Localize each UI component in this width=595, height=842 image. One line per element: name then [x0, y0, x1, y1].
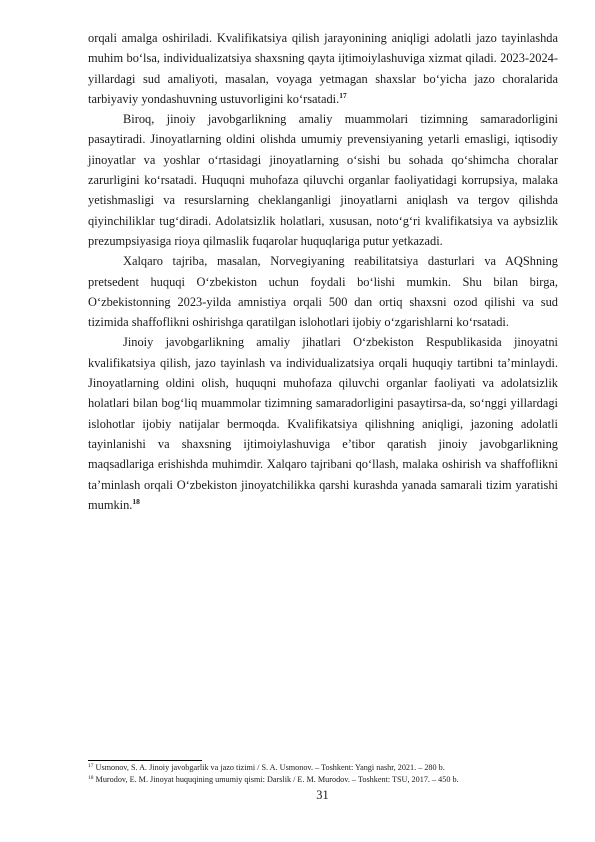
paragraph-3	[88, 251, 558, 332]
paragraph-3-text: Xalqaro tajriba, masalan, Norvegiyaning reabilitatsiya dasturlari va AQShning pretsedent huquqi O‘zbekiston uchun foydali bo‘lishi mumkin. Shu bilan birga, O‘zbekistonning 2023-yilda amnistiya orqali 500 dan ortiq shaxsni ozod qilishi va sud tizimida shaffoflikni oshirishga qaratilgan islohotlari ijobiy o‘zgarishlarni ko‘rsatadi.	[88, 254, 558, 330]
paragraph-4	[88, 332, 558, 515]
footnote-ref-18[interactable]: 18	[132, 496, 140, 506]
footnote-18	[88, 774, 568, 786]
paragraph-4-text: Jinoiy javobgarlikning amaliy jihatlari O‘zbekiston Respublikasida jinoyatni kvalifikatsiya qilish, jazo tayinlash va individualizatsiya orqali huquqiy tartibni ta’minlaydi. Jinoyatlarning oldini olish, huquqni muhofaza qiluvchi organlar faoliyati va adolatsizlik holatlari bilan bog‘liq muammolar tizimning samaradorligini pasaytirsa-da, so‘nggi yillardagi islohotlar ijobiy natijalar bermoqda. Kvalifikatsiya qilishning aniqligi, jazoning adolatli tayinlanishi va shaxsning ijtimoiylashuviga e’tibor qaratish jinoiy javobgarlikning maqsadlariga erishishda muhimdir. Xalqaro tajribani qo‘llash, malaka oshirish va shaffoflikni ta’minlash orqali O‘zbekiston jinoyatchilikka qarshi kurashda yanada samarali tizim yaratishi mumkin.	[88, 335, 558, 512]
paragraph-1-text: orqali amalga oshiriladi. Kvalifikatsiya qilish jarayonining aniqligi adolatli jazo tayinlashda muhim bo‘lsa, individualizatsiya shaxsning qayta ijtimoiylashuviga xizmat qiladi. 2023-2024-yillardagi sud amaliyoti, masalan, voyaga yetmagan shaxslar bo‘yicha jazo choralarida tarbiyaviy yondashuvning ustuvorligini ko‘rsatadi.	[88, 31, 558, 106]
footnote-ref-17[interactable]: 17	[339, 90, 347, 100]
paragraph-2	[88, 109, 558, 251]
footnote-17	[88, 762, 568, 774]
footnotes	[88, 762, 568, 787]
footnote-text: Murodov, E. M. Jinoyat huquqining umumiy qismi: Darslik / E. M. Murodov. – Toshkent: TSU, 2017. – 450 b.	[95, 775, 459, 785]
footnote-number: 18	[88, 775, 94, 782]
paragraph-2-text: Biroq, jinoiy javobgarlikning amaliy muammolari tizimning samaradorligini pasaytiradi. Jinoyatlarning oldini olishda umumiy prevensiyaning yetarli emasligi, iqtisodiy jinoyatlar va yoshlar o‘rtasidagi jinoyatlarning o‘sishi bu sohada qo‘shimcha choralar zarurligini ko‘rsatadi. Huquqni muhofaza qiluvchi organlar faoliyatidagi korrupsiya, malaka yetishmasligi va resurslarning cheklanganligi jinoyatlarni aniqlash va tergov qilishda qiyinchiliklar tug‘diradi. Adolatsizlik holatlari, xususan, noto‘g‘ri kvalifikatsiya va aybsizlik prezumpsiyasiga rioya qilmaslik fuqarolar huquqlariga putur yetkazadi.	[88, 112, 558, 248]
footnote-separator	[88, 760, 202, 761]
footnote-text: Usmonov, S. A. Jinoiy javobgarlik va jazo tizimi / S. A. Usmonov. – Toshkent: Yangi nashr, 2021. – 280 b.	[95, 763, 445, 772]
paragraph-1	[88, 28, 558, 109]
page-number: 31	[316, 788, 329, 802]
body-text	[88, 28, 558, 515]
footnote-number: 17	[88, 763, 94, 769]
